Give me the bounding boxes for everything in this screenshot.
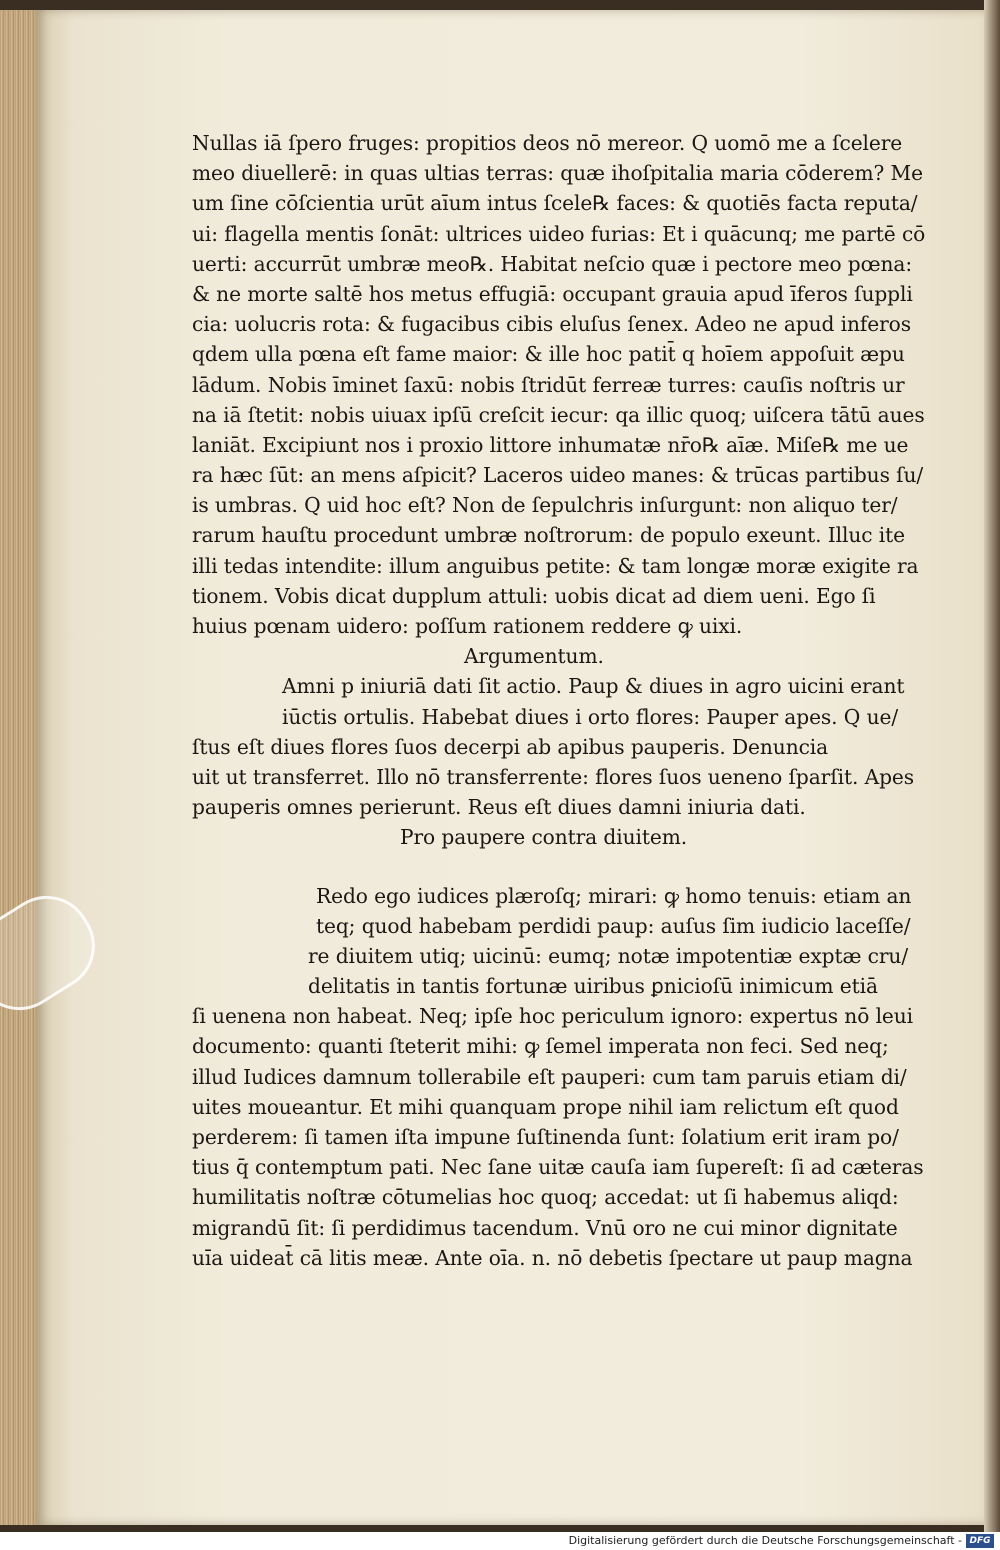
text-line: illi tedas intendite: illum anguibus petite: & tam longæ moræ exigite ra xyxy=(192,553,919,578)
text-line: cia: uolucris rota: & fugacibus cibis eluſus ſenex. Adeo ne apud inferos xyxy=(192,312,911,337)
book-right-edge xyxy=(984,0,1000,1532)
text-line: migrandū ſit: ſi perdidimus tacendum. Vnū oro ne cui minor dignitate xyxy=(192,1215,898,1240)
text-line: delitatis in tantis fortunæ uiribus ꝑnicioſū inimicum etiā xyxy=(308,974,878,999)
footer-credit: Digitalisierung gefördert durch die Deutsche Forschungsgemeinschaft - xyxy=(568,1534,962,1547)
text-line: ui: flagella mentis ſonāt: ultrices uideo furias: Et i quācunq; me partē cō xyxy=(192,221,926,246)
text-line: qdem ulla pœna eſt fame maior: & ille hoc patit̄ q hoīem appoſuit æpu xyxy=(192,342,905,367)
text-line: & ne morte saltē hos metus effugiā: occupant grauia apud īferos ſuppli xyxy=(192,281,913,306)
printed-text-block xyxy=(192,128,926,1273)
text-line: na iā ſtetit: nobis uiuax ipſū creſcit iecur: qa illic quoq; uiſcera tātū aues xyxy=(192,402,925,427)
text-line: humilitatis noſtræ cōtumelias hoc quoq; accedat: ut ſi habemus aliqd: xyxy=(192,1185,899,1210)
text-line: teq; quod habebam perdidi paup: auſus ſim iudicio laceſſe/ xyxy=(316,913,911,938)
heading-argumentum: Argumentum. xyxy=(464,644,604,669)
text-line: Redo ego iudices plæroſq; mirari: ꝙ homo tenuis: etiam an xyxy=(316,883,912,908)
paragraph-1 xyxy=(192,128,926,641)
text-line: re diuitem utiq; uicinū: eumq; notæ impotentiæ exptæ cru/ xyxy=(308,943,909,968)
footer-bar xyxy=(0,1532,1000,1550)
text-line: lādum. Nobis īminet ſaxū: nobis ſtridūt ferreæ turres: cauſis noſtris ur xyxy=(192,372,905,397)
text-line: laniāt. Excipiunt nos i proxio littore inhumatæ nr̄o℞ aīæ. Miſe℞ me ue xyxy=(192,432,909,457)
text-line: illud Iudices damnum tollerabile eſt pauperi: cum tam paruis etiam di/ xyxy=(192,1064,907,1089)
text-line: Amni p iniuriā dati ſit actio. Paup & diues in agro uicini erant xyxy=(282,674,905,699)
text-line: uı̄a uideat̄ cā litis meæ. Ante oīa. n. nō debetis ſpectare ut paup magna xyxy=(192,1245,913,1270)
argumentum-paragraph xyxy=(192,671,915,822)
text-line: tionem. Vobis dicat dupplum attuli: uobis dicat ad diem ueni. Ego ſi xyxy=(192,583,876,608)
text-line: perderem: ſi tamen iſta impune ſuſtinenda ſunt: ſolatium erit iram po/ xyxy=(192,1125,899,1149)
initial-space-gap xyxy=(192,853,892,881)
dfg-logo: DFG xyxy=(966,1534,994,1548)
text-line: is umbras. Q uid hoc eſt? Non de ſepulchris inſurgunt: non aliquo ter/ xyxy=(192,493,898,518)
text-line: ſtus eſt diues flores ſuos decerpi ab apibus pauperis. Denuncia xyxy=(192,734,829,759)
text-line: documento: quanti ſteterit mihi: ꝙ ſemel imperata non feci. Sed neq; xyxy=(192,1034,889,1059)
text-line: uit ut transferret. Illo nō transferrente: flores ſuos ueneno ſparſit. Apes xyxy=(192,764,915,789)
text-line: uerti: accurrūt umbræ meo℞. Habitat neſcio quæ i pectore meo pœna: xyxy=(192,251,913,276)
text-line: tius q̄ contemptum pati. Nec ſane uitæ cauſa iam ſupereſt: ſi ad cæteras xyxy=(192,1155,924,1180)
text-line: pauperis omnes perierunt. Reus eſt diues damni iniuria dati. xyxy=(192,795,806,820)
text-line: rarum hauſtu procedunt umbræ noſtrorum: de populo exeunt. Illuc ite xyxy=(192,523,906,548)
text-line: iūctis ortulis. Habebat diues i orto flores: Pauper apes. Q ue/ xyxy=(282,704,899,729)
text-line: huius pœnam uidero: poſſum rationem reddere ꝙ uixi. xyxy=(192,614,743,638)
text-line: um ſine cōſcientia urūt aīum intus ſcele℞ faces: & quotiēs facta reputa/ xyxy=(192,191,918,216)
text-line: uites moueantur. Et mihi quanquam prope nihil iam relictum eſt quod xyxy=(192,1094,899,1119)
text-line: Nullas iā ſpero fruges: propitios deos nō mereor. Q uomō me a ſcelere xyxy=(192,131,903,155)
heading-pro-paupere: Pro paupere contra diuitem. xyxy=(400,825,688,850)
text-line: ra hæc ſūt: an mens aſpicit? Laceros uideo manes: & trūcas partibus ſu/ xyxy=(192,463,924,488)
text-line: ſi uenena non habeat. Neq; ipſe hoc periculum ignoro: expertus nō leui xyxy=(192,1004,914,1029)
text-line: meo diuellerē: in quas ultias terras: quæ ihoſpitalia maria cōderem? Me xyxy=(192,161,923,186)
paragraph-2 xyxy=(192,881,924,1273)
